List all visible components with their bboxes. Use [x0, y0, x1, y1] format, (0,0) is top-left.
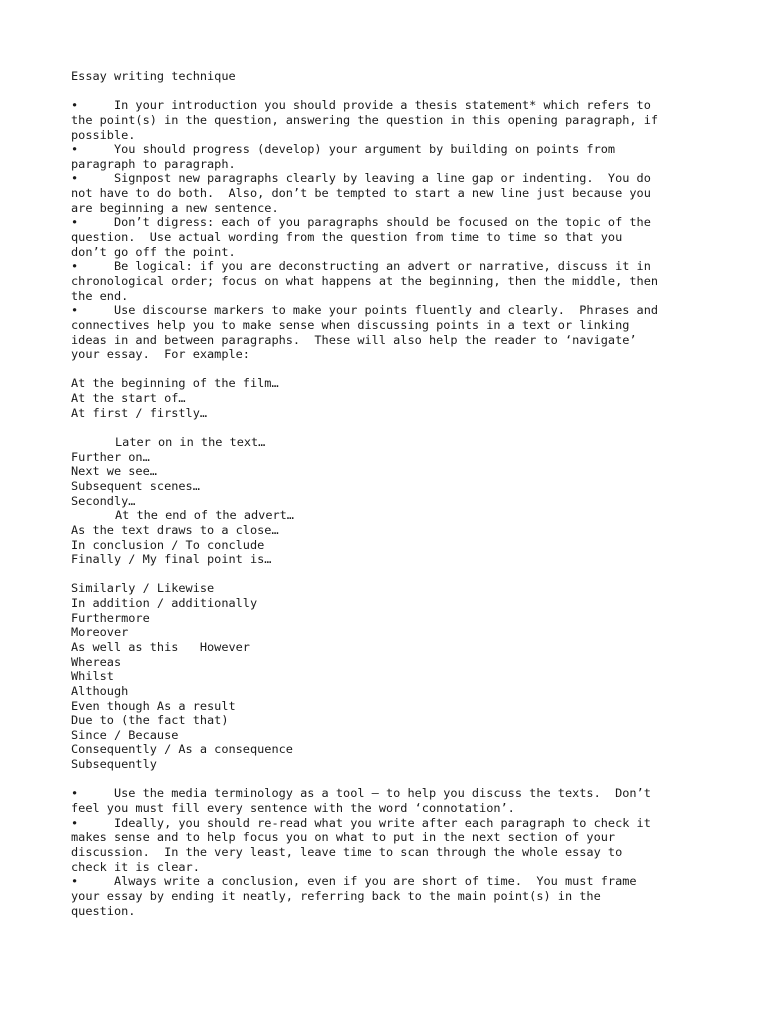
connectives-list	[71, 581, 711, 771]
discourse-marker-line: At the start of…	[71, 391, 186, 406]
bullet-item-first-line: • Always write a conclusion, even if you are short of time. You must frame	[71, 874, 637, 889]
bullet-item-first-line: • Signpost new paragraphs clearly by leaving a line gap or indenting. You do	[71, 171, 651, 186]
bullet-item-continuation: connectives help you to make sense when discussing points in a text or linking	[71, 317, 630, 332]
bullet-item-continuation: your essay by ending it neatly, referring back to the main point(s) in the	[71, 888, 601, 903]
blank-line	[71, 362, 711, 377]
bullet-item-continuation: discussion. In the very least, leave time to scan through the whole essay to	[71, 844, 623, 859]
discourse-marker-line: Although	[71, 683, 129, 698]
bullet-item-first-line: • Use discourse markers to make your points fluently and clearly. Phrases and	[71, 303, 659, 318]
bullet-item-continuation: the end.	[71, 288, 129, 303]
discourse-marker-line: Whereas	[71, 654, 122, 669]
discourse-marker-line: Due to (the fact that)	[71, 713, 229, 728]
bullet-item-continuation: ideas in and between paragraphs. These will also help the reader to ‘navigate’	[71, 332, 637, 347]
blank-line	[71, 567, 711, 582]
tips-list-1	[71, 98, 711, 362]
discourse-marker-line: Subsequently	[71, 757, 157, 772]
markers-middle	[71, 435, 711, 508]
bullet-item-first-line: • In your introduction you should provide a thesis statement* which refers to	[71, 98, 651, 113]
discourse-marker-line: In conclusion / To conclude	[71, 537, 265, 552]
bullet-item-first-line: • Use the media terminology as a tool – to help you discuss the texts. Don’t	[71, 786, 651, 801]
markers-beginning	[71, 376, 711, 420]
discourse-marker-line: Subsequent scenes…	[71, 478, 200, 493]
blank-line	[71, 772, 711, 787]
discourse-marker-line: At the beginning of the film…	[71, 376, 279, 391]
bullet-item-continuation: question. Use actual wording from the question from time to time so that you	[71, 230, 623, 245]
bullet-item-first-line: • Be logical: if you are deconstructing an advert or narrative, discuss it in	[71, 259, 651, 274]
bullet-item-continuation: check it is clear.	[71, 859, 200, 874]
document-page	[71, 69, 711, 918]
blank-line	[71, 420, 711, 435]
bullet-item-continuation: not have to do both. Also, don’t be tempted to start a new line just because you	[71, 186, 651, 201]
bullet-item-continuation: paragraph to paragraph.	[71, 156, 236, 171]
bullet-item-continuation: possible.	[71, 127, 136, 142]
bullet-item-continuation: don’t go off the point.	[71, 244, 236, 259]
discourse-marker-line: At first / firstly…	[71, 405, 208, 420]
bullet-item-first-line: • Ideally, you should re-read what you write after each paragraph to check it	[71, 815, 651, 830]
bullet-item-continuation: makes sense and to help focus you on what to put in the next section of your	[71, 830, 616, 845]
discourse-marker-line: In addition / additionally	[71, 596, 258, 611]
discourse-marker-line: Furthermore	[71, 610, 150, 625]
discourse-marker-line: Next we see…	[71, 464, 157, 479]
bullet-item-continuation: question.	[71, 903, 136, 918]
discourse-marker-line: Consequently / As a consequence	[71, 742, 293, 757]
bullet-item-continuation: your essay. For example:	[71, 347, 250, 362]
discourse-marker-line: Even though As a result	[71, 698, 236, 713]
discourse-marker-line: As the text draws to a close…	[71, 522, 279, 537]
discourse-marker-line: Similarly / Likewise	[71, 581, 215, 596]
discourse-marker-line: Whilst	[71, 669, 114, 684]
tips-list-2	[71, 786, 711, 918]
bullet-item-continuation: the point(s) in the question, answering the question in this opening paragraph, if	[71, 112, 659, 127]
discourse-marker-line: Secondly…	[71, 493, 136, 508]
blank-line	[71, 84, 711, 99]
discourse-marker-line: Later on in the text…	[115, 435, 266, 450]
discourse-marker-line: At the end of the advert…	[115, 508, 294, 523]
bullet-item-first-line: • You should progress (develop) your argument by building on points from	[71, 142, 616, 157]
bullet-item-continuation: are beginning a new sentence.	[71, 200, 279, 215]
bullet-item-continuation: chronological order; focus on what happens at the beginning, then the middle, then	[71, 273, 659, 288]
discourse-marker-line: Further on…	[71, 449, 150, 464]
markers-end	[71, 508, 711, 567]
discourse-marker-line: Moreover	[71, 625, 129, 640]
bullet-item-continuation: feel you must fill every sentence with the word ‘connotation’.	[71, 801, 515, 816]
bullet-item-first-line: • Don’t digress: each of you paragraphs should be focused on the topic of the	[71, 215, 651, 230]
discourse-marker-line: Since / Because	[71, 727, 179, 742]
discourse-marker-line: As well as this However	[71, 639, 250, 654]
discourse-marker-line: Finally / My final point is…	[71, 552, 272, 567]
document-title: Essay writing technique	[71, 69, 236, 83]
